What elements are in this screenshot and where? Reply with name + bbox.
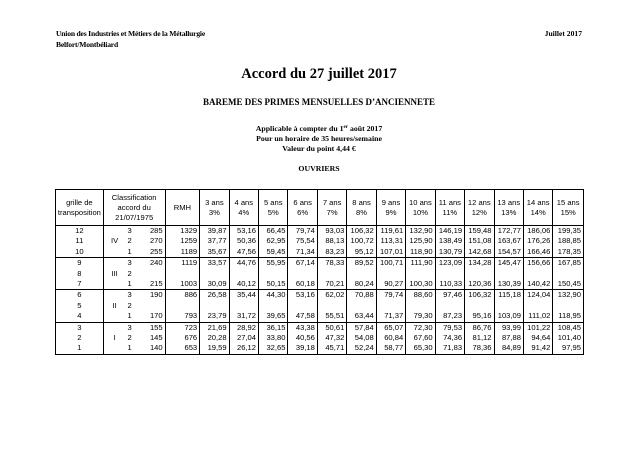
bonus-value-cell: 156,66 bbox=[523, 258, 552, 269]
header-year-label: 13 ans bbox=[497, 197, 521, 207]
bonus-value-cell: 62,95 bbox=[259, 236, 288, 246]
bonus-value-cell: 78,33 bbox=[317, 258, 346, 269]
bonus-value-cell: 60,18 bbox=[288, 279, 317, 290]
bonus-value-cell: 50,15 bbox=[259, 279, 288, 290]
header-year-label: 14 ans bbox=[526, 197, 550, 207]
bonus-value-cell: 71,34 bbox=[288, 247, 317, 258]
niveau-cell bbox=[103, 247, 125, 258]
header-year-rate: 11% bbox=[442, 207, 458, 217]
bonus-value-cell: 79,74 bbox=[288, 226, 317, 237]
header-rmh: RMH bbox=[165, 190, 200, 226]
header-year-label: 7 ans bbox=[322, 197, 342, 207]
bonus-value-cell: 80,24 bbox=[347, 279, 376, 290]
echelon-cell: 2 bbox=[127, 236, 132, 246]
header-year-12 bbox=[553, 190, 584, 226]
table-row bbox=[56, 279, 584, 290]
applicable-date bbox=[0, 124, 638, 134]
bonus-value-cell: 75,54 bbox=[288, 236, 317, 246]
bonus-value-cell: 30,09 bbox=[200, 279, 229, 290]
weekly-hours: Pour un horaire de 35 heures/semaine bbox=[256, 134, 382, 143]
rmh-cell: 1119 bbox=[165, 258, 200, 269]
bonus-value-cell: 26,58 bbox=[200, 290, 229, 301]
bonus-value-cell: 124,04 bbox=[523, 290, 552, 301]
bonus-value-cell: 88,13 bbox=[317, 236, 346, 246]
bonus-value-cell: 138,49 bbox=[435, 236, 464, 246]
header-year-2 bbox=[259, 190, 288, 226]
grille-cell: 2 bbox=[56, 333, 104, 343]
coefficient-cell: 190 bbox=[139, 290, 165, 301]
bonus-value-cell: 106,32 bbox=[465, 290, 494, 301]
grille-cell: 5 bbox=[56, 301, 104, 311]
bonus-value-cell: 111,90 bbox=[406, 258, 435, 269]
bonus-value-cell: 146,19 bbox=[435, 226, 464, 237]
bonus-value-cell: 71,37 bbox=[376, 311, 405, 322]
header-year-label: 8 ans bbox=[352, 197, 371, 207]
bonus-value-cell: 66,45 bbox=[259, 226, 288, 237]
header-year-rate: 8% bbox=[356, 207, 368, 217]
header-year-9 bbox=[465, 190, 494, 226]
coefficient-cell: 285 bbox=[139, 226, 165, 237]
header-year-rate: 10% bbox=[412, 207, 429, 217]
header-year-label: 6 ans bbox=[293, 197, 312, 207]
grille-cell: 4 bbox=[56, 311, 104, 322]
header-year-3 bbox=[288, 190, 317, 226]
header-year-rate: 6% bbox=[297, 207, 309, 217]
bonus-value-cell: 199,35 bbox=[553, 226, 584, 237]
bonus-value-cell: 63,44 bbox=[347, 311, 376, 322]
organization-name: Union des Industries et Métiers de la Métallurgie bbox=[56, 29, 206, 38]
niveau-cell bbox=[103, 343, 125, 354]
bonus-value-cell: 103,09 bbox=[494, 311, 523, 322]
bonus-value-cell: 32,65 bbox=[259, 343, 288, 354]
bonus-value-cell: 20,28 bbox=[200, 333, 229, 343]
applicable-prefix: Applicable à compter du 1 bbox=[255, 124, 344, 133]
echelon-cell: 3 bbox=[126, 290, 139, 301]
bonus-value-cell bbox=[406, 301, 435, 311]
rmh-cell: 886 bbox=[165, 290, 200, 301]
bonus-value-cell: 113,31 bbox=[376, 236, 405, 246]
table-row bbox=[56, 343, 584, 354]
bonus-value-cell: 115,18 bbox=[494, 290, 523, 301]
bonus-value-cell: 100,71 bbox=[376, 258, 405, 269]
bonus-value-cell: 91,42 bbox=[523, 343, 552, 354]
grille-cell: 3 bbox=[56, 322, 104, 333]
bonus-value-cell: 83,23 bbox=[317, 247, 346, 258]
header-year-0 bbox=[200, 190, 229, 226]
bonus-value-cell: 47,32 bbox=[317, 333, 346, 343]
bonus-value-cell: 100,72 bbox=[347, 236, 376, 246]
bonus-value-cell: 132,90 bbox=[406, 226, 435, 237]
bonus-value-cell: 90,27 bbox=[376, 279, 405, 290]
coefficient-cell: 270 bbox=[139, 236, 165, 246]
rmh-cell: 1189 bbox=[165, 247, 200, 258]
rmh-cell bbox=[165, 269, 200, 279]
bonus-value-cell: 37,77 bbox=[200, 236, 229, 246]
bonus-value-cell: 44,76 bbox=[229, 258, 258, 269]
bonus-value-cell: 134,28 bbox=[465, 258, 494, 269]
bonus-value-cell: 94,64 bbox=[523, 333, 552, 343]
header-year-label: 9 ans bbox=[381, 197, 401, 207]
bonus-value-cell: 93,03 bbox=[317, 226, 346, 237]
bonus-value-cell: 79,53 bbox=[435, 322, 464, 333]
bonus-value-cell bbox=[435, 269, 464, 279]
bonus-value-cell: 39,18 bbox=[288, 343, 317, 354]
coefficient-cell: 240 bbox=[139, 258, 165, 269]
bonus-value-cell: 130,39 bbox=[494, 279, 523, 290]
grille-cell: 7 bbox=[56, 279, 104, 290]
bonus-value-cell: 53,16 bbox=[288, 290, 317, 301]
bonus-value-cell: 188,85 bbox=[553, 236, 584, 246]
bonus-value-cell bbox=[317, 269, 346, 279]
bonus-table bbox=[55, 189, 584, 355]
bonus-value-cell: 50,36 bbox=[229, 236, 258, 246]
grille-cell: 12 bbox=[56, 226, 104, 237]
bonus-value-cell: 125,90 bbox=[406, 236, 435, 246]
table-header-row bbox=[56, 190, 584, 226]
bonus-value-cell: 100,30 bbox=[406, 279, 435, 290]
table-row bbox=[56, 311, 584, 322]
bonus-value-cell: 19,59 bbox=[200, 343, 229, 354]
bonus-value-cell: 78,36 bbox=[465, 343, 494, 354]
bonus-value-cell bbox=[494, 301, 523, 311]
bonus-value-cell: 23,79 bbox=[200, 311, 229, 322]
echelon-cell: 2 bbox=[127, 300, 132, 310]
bonus-value-cell bbox=[465, 269, 494, 279]
bonus-value-cell bbox=[406, 269, 435, 279]
bonus-value-cell: 27,04 bbox=[229, 333, 258, 343]
bonus-value-cell: 35,67 bbox=[200, 247, 229, 258]
grille-cell: 10 bbox=[56, 247, 104, 258]
bonus-value-cell: 40,12 bbox=[229, 279, 258, 290]
bonus-value-cell: 31,72 bbox=[229, 311, 258, 322]
bonus-value-cell bbox=[229, 269, 258, 279]
niveau-cell bbox=[103, 311, 125, 322]
bonus-value-cell: 59,45 bbox=[259, 247, 288, 258]
grille-cell: 8 bbox=[56, 269, 104, 279]
bonus-value-cell: 159,48 bbox=[465, 226, 494, 237]
bonus-value-cell: 21,69 bbox=[200, 322, 229, 333]
bonus-value-cell: 95,12 bbox=[347, 247, 376, 258]
bonus-value-cell: 166,46 bbox=[523, 247, 552, 258]
table-row bbox=[56, 322, 584, 333]
bonus-value-cell: 79,30 bbox=[406, 311, 435, 322]
table-row bbox=[56, 301, 584, 311]
bonus-value-cell bbox=[523, 269, 552, 279]
bonus-value-cell: 101,22 bbox=[523, 322, 552, 333]
echelon-cell: 2 bbox=[127, 268, 132, 278]
bonus-value-cell: 108,45 bbox=[553, 322, 584, 333]
bonus-value-cell: 86,76 bbox=[465, 322, 494, 333]
bonus-value-cell: 43,38 bbox=[288, 322, 317, 333]
bonus-value-cell: 33,80 bbox=[259, 333, 288, 343]
bonus-value-cell: 62,02 bbox=[317, 290, 346, 301]
bonus-value-cell bbox=[494, 269, 523, 279]
table-row bbox=[56, 290, 584, 301]
rmh-cell bbox=[165, 301, 200, 311]
header-year-5 bbox=[347, 190, 376, 226]
bonus-value-cell bbox=[553, 269, 584, 279]
bonus-value-cell: 55,95 bbox=[259, 258, 288, 269]
grille-cell: 6 bbox=[56, 290, 104, 301]
niveau-cell: II bbox=[103, 301, 125, 311]
category-label: OUVRIERS bbox=[298, 164, 340, 173]
bonus-value-cell: 172,77 bbox=[494, 226, 523, 237]
bonus-value-cell bbox=[288, 269, 317, 279]
header-year-1 bbox=[229, 190, 258, 226]
grille-cell: 1 bbox=[56, 343, 104, 354]
header-year-label: 15 ans bbox=[556, 197, 580, 207]
echelon-cell: 1 bbox=[126, 311, 139, 322]
bonus-value-cell: 93,99 bbox=[494, 322, 523, 333]
bonus-value-cell: 132,90 bbox=[553, 290, 584, 301]
bonus-value-cell: 97,46 bbox=[435, 290, 464, 301]
bonus-value-cell: 111,02 bbox=[523, 311, 552, 322]
applicable-sup: er bbox=[343, 125, 348, 130]
bonus-value-cell: 81,12 bbox=[465, 333, 494, 343]
bonus-value-cell: 101,40 bbox=[553, 333, 584, 343]
header-year-8 bbox=[435, 190, 464, 226]
header-year-rate: 4% bbox=[238, 207, 250, 217]
bonus-value-cell: 45,71 bbox=[317, 343, 346, 354]
table-row bbox=[56, 333, 584, 343]
coefficient-cell bbox=[139, 269, 165, 279]
table-row bbox=[56, 236, 584, 246]
niveau-cell bbox=[103, 290, 125, 301]
niveau-cell: I bbox=[103, 333, 125, 343]
niveau-cell bbox=[103, 258, 125, 269]
rmh-cell: 723 bbox=[165, 322, 200, 333]
rmh-cell: 793 bbox=[165, 311, 200, 322]
bonus-value-cell: 33,57 bbox=[200, 258, 229, 269]
organization-location: Belfort/Montbéliard bbox=[56, 40, 119, 49]
bonus-value-cell: 47,58 bbox=[288, 311, 317, 322]
bonus-value-cell: 120,36 bbox=[465, 279, 494, 290]
header-year-11 bbox=[523, 190, 552, 226]
bonus-value-cell bbox=[347, 301, 376, 311]
bonus-value-cell: 71,83 bbox=[435, 343, 464, 354]
bonus-value-cell bbox=[288, 301, 317, 311]
bonus-value-cell bbox=[259, 269, 288, 279]
bonus-value-cell: 178,35 bbox=[553, 247, 584, 258]
bonus-value-cell: 118,90 bbox=[406, 247, 435, 258]
bonus-value-cell: 35,44 bbox=[229, 290, 258, 301]
bonus-value-cell bbox=[200, 301, 229, 311]
bonus-value-cell: 97,95 bbox=[553, 343, 584, 354]
bonus-value-cell: 87,88 bbox=[494, 333, 523, 343]
rmh-cell: 676 bbox=[165, 333, 200, 343]
applicable-suffix: août 2017 bbox=[348, 124, 383, 133]
grille-cell: 9 bbox=[56, 258, 104, 269]
header-year-label: 3 ans bbox=[205, 197, 224, 207]
bonus-value-cell: 47,56 bbox=[229, 247, 258, 258]
niveau-cell bbox=[103, 279, 125, 290]
bonus-value-cell: 89,52 bbox=[347, 258, 376, 269]
table-row bbox=[56, 258, 584, 269]
document-date: Juillet 2017 bbox=[544, 29, 582, 38]
coefficient-cell: 140 bbox=[139, 343, 165, 354]
table-row bbox=[56, 269, 584, 279]
header-year-label: 12 ans bbox=[467, 197, 491, 207]
grille-cell: 11 bbox=[56, 236, 104, 246]
bonus-value-cell: 65,07 bbox=[376, 322, 405, 333]
header-year-4 bbox=[317, 190, 346, 226]
bonus-value-cell bbox=[200, 269, 229, 279]
bonus-value-cell: 95,16 bbox=[465, 311, 494, 322]
bonus-value-cell: 52,24 bbox=[347, 343, 376, 354]
bonus-value-cell bbox=[347, 269, 376, 279]
header-year-7 bbox=[406, 190, 435, 226]
bonus-value-cell bbox=[229, 301, 258, 311]
header-year-rate: 15% bbox=[560, 207, 576, 217]
coefficient-cell: 170 bbox=[139, 311, 165, 322]
bonus-value-cell: 40,56 bbox=[288, 333, 317, 343]
table-row bbox=[56, 247, 584, 258]
bonus-value-cell: 79,74 bbox=[376, 290, 405, 301]
niveau-cell: IV bbox=[103, 236, 125, 246]
echelon-cell: 1 bbox=[126, 343, 139, 354]
bonus-value-cell: 186,06 bbox=[523, 226, 552, 237]
bonus-value-cell: 123,09 bbox=[435, 258, 464, 269]
bonus-value-cell: 50,61 bbox=[317, 322, 346, 333]
point-value: Valeur du point 4,44 € bbox=[282, 144, 356, 153]
bonus-value-cell: 72,30 bbox=[406, 322, 435, 333]
bonus-value-cell: 39,65 bbox=[259, 311, 288, 322]
header-year-10 bbox=[494, 190, 523, 226]
bonus-value-cell: 54,08 bbox=[347, 333, 376, 343]
bonus-value-cell: 53,16 bbox=[229, 226, 258, 237]
rmh-cell: 653 bbox=[165, 343, 200, 354]
coefficient-cell: 155 bbox=[139, 322, 165, 333]
bonus-value-cell: 70,21 bbox=[317, 279, 346, 290]
bonus-value-cell bbox=[435, 301, 464, 311]
echelon-cell: 1 bbox=[126, 279, 139, 290]
niveau-cell bbox=[103, 226, 125, 237]
header-classification: Classification accord du 21/07/1975 bbox=[103, 190, 165, 226]
bonus-value-cell: 36,15 bbox=[259, 322, 288, 333]
bonus-value-cell: 167,85 bbox=[553, 258, 584, 269]
echelon-cell: 3 bbox=[126, 258, 139, 269]
bonus-value-cell bbox=[376, 301, 405, 311]
bonus-value-cell: 163,67 bbox=[494, 236, 523, 246]
header-year-rate: 5% bbox=[267, 207, 279, 217]
bonus-value-cell bbox=[376, 269, 405, 279]
bonus-value-cell bbox=[259, 301, 288, 311]
header-year-rate: 3% bbox=[208, 207, 220, 217]
coefficient-cell bbox=[139, 301, 165, 311]
bonus-value-cell: 145,47 bbox=[494, 258, 523, 269]
header-year-6 bbox=[376, 190, 405, 226]
bonus-value-cell: 39,87 bbox=[200, 226, 229, 237]
header-year-label: 10 ans bbox=[409, 197, 432, 207]
bonus-value-cell: 110,33 bbox=[435, 279, 464, 290]
echelon-cell: 1 bbox=[126, 247, 139, 258]
coefficient-cell: 255 bbox=[139, 247, 165, 258]
rmh-cell: 1003 bbox=[165, 279, 200, 290]
header-grille: grille de transposition bbox=[56, 190, 104, 226]
bonus-value-cell bbox=[465, 301, 494, 311]
header-year-label: 11 ans bbox=[438, 197, 461, 207]
niveau-cell bbox=[103, 322, 125, 333]
header-year-label: 5 ans bbox=[263, 197, 283, 207]
bonus-value-cell: 74,36 bbox=[435, 333, 464, 343]
bonus-value-cell: 84,89 bbox=[494, 343, 523, 354]
table-row bbox=[56, 226, 584, 237]
bonus-value-cell: 118,95 bbox=[553, 311, 584, 322]
bonus-value-cell: 140,42 bbox=[523, 279, 552, 290]
bonus-value-cell: 58,77 bbox=[376, 343, 405, 354]
header-year-rate: 9% bbox=[385, 207, 397, 217]
bonus-value-cell: 57,84 bbox=[347, 322, 376, 333]
bonus-value-cell: 107,01 bbox=[376, 247, 405, 258]
echelon-cell: 3 bbox=[126, 226, 139, 237]
bonus-value-cell bbox=[553, 301, 584, 311]
bonus-value-cell: 88,60 bbox=[406, 290, 435, 301]
bonus-value-cell: 142,68 bbox=[465, 247, 494, 258]
bonus-value-cell: 151,08 bbox=[465, 236, 494, 246]
bonus-value-cell bbox=[523, 301, 552, 311]
bonus-value-cell: 28,92 bbox=[229, 322, 258, 333]
coefficient-cell: 215 bbox=[139, 279, 165, 290]
coefficient-cell: 145 bbox=[139, 333, 165, 343]
rmh-cell: 1259 bbox=[165, 236, 200, 246]
bonus-value-cell: 130,79 bbox=[435, 247, 464, 258]
bonus-value-cell: 176,26 bbox=[523, 236, 552, 246]
bonus-value-cell: 60,84 bbox=[376, 333, 405, 343]
document-subtitle: BAREME DES PRIMES MENSUELLES D’ANCIENNETE bbox=[202, 97, 436, 107]
bonus-value-cell: 26,12 bbox=[229, 343, 258, 354]
bonus-value-cell: 65,30 bbox=[406, 343, 435, 354]
header-year-label: 4 ans bbox=[234, 197, 254, 207]
document-title: Accord du 27 juillet 2017 bbox=[241, 66, 397, 82]
echelon-cell: 2 bbox=[127, 333, 132, 343]
bonus-value-cell: 55,51 bbox=[317, 311, 346, 322]
header-year-rate: 7% bbox=[326, 207, 338, 217]
bonus-value-cell: 87,23 bbox=[435, 311, 464, 322]
echelon-cell: 3 bbox=[126, 322, 139, 333]
bonus-value-cell: 44,30 bbox=[259, 290, 288, 301]
bonus-value-cell: 70,88 bbox=[347, 290, 376, 301]
bonus-value-cell: 67,60 bbox=[406, 333, 435, 343]
header-year-rate: 13% bbox=[501, 207, 517, 217]
bonus-value-cell bbox=[317, 301, 346, 311]
bonus-value-cell: 150,45 bbox=[553, 279, 584, 290]
rmh-cell: 1329 bbox=[165, 226, 200, 237]
bonus-value-cell: 106,32 bbox=[347, 226, 376, 237]
bonus-value-cell: 154,57 bbox=[494, 247, 523, 258]
bonus-value-cell: 119,61 bbox=[376, 226, 405, 237]
bonus-value-cell: 67,14 bbox=[288, 258, 317, 269]
header-year-rate: 12% bbox=[471, 207, 487, 217]
header-year-rate: 14% bbox=[530, 207, 546, 217]
niveau-cell: III bbox=[103, 269, 125, 279]
